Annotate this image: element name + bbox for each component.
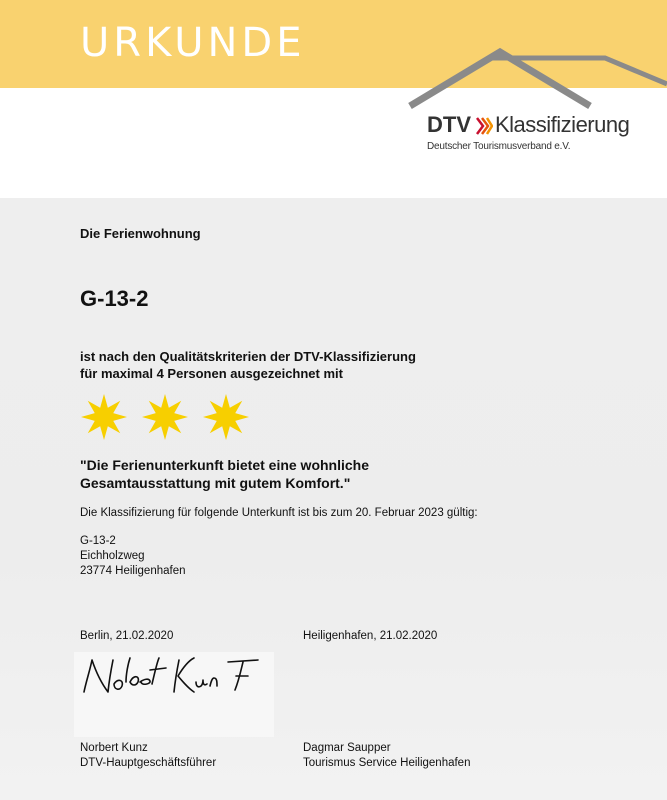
signatory-role: Tourismus Service Heiligenhafen <box>303 757 471 769</box>
unit-name: G-13-2 <box>80 286 149 311</box>
logo-brand: DTV <box>427 112 471 137</box>
signatory-role: DTV-Hauptgeschäftsführer <box>80 757 217 769</box>
chevron-arrows-icon <box>475 116 493 136</box>
dtv-logo <box>405 44 667 164</box>
place-date-left: Berlin, 21.02.2020 <box>80 630 174 642</box>
signatory-right <box>303 741 470 771</box>
validity-text: Die Klassifizierung für folgende Unterkunft ist bis zum 20. Februar 2023 gültig: <box>80 507 478 519</box>
criteria-text <box>80 348 416 382</box>
criteria-line: ist nach den Qualitätskriterien der DTV-Klassifizierung <box>80 349 416 364</box>
star-icon <box>202 393 250 441</box>
quote-line: "Die Ferienunterkunft bietet eine wohnliche <box>80 457 370 473</box>
signatory-name: Norbert Kunz <box>80 742 148 754</box>
logo-subline: Deutscher Tourismusverband e.V. <box>427 141 571 152</box>
address-line: Eichholzweg <box>80 550 145 562</box>
rating-description <box>80 456 369 492</box>
star-rating <box>80 393 250 441</box>
accommodation-type-label: Die Ferienwohnung <box>80 226 201 241</box>
certificate-title: URKUNDE <box>80 20 306 66</box>
signatory-name: Dagmar Saupper <box>303 742 391 754</box>
house-roof-icon <box>405 44 667 114</box>
handwritten-signature <box>78 652 278 702</box>
criteria-line: für maximal 4 Personen ausgezeichnet mit <box>80 366 343 381</box>
star-icon <box>141 393 189 441</box>
address-block <box>80 534 186 579</box>
star-icon <box>80 393 128 441</box>
address-line: G-13-2 <box>80 535 116 547</box>
address-line: 23774 Heiligenhafen <box>80 565 186 577</box>
quote-line: Gesamtausstattung mit gutem Komfort." <box>80 475 351 491</box>
place-date-right: Heiligenhafen, 21.02.2020 <box>303 630 438 642</box>
logo-name: Klassifizierung <box>495 112 630 137</box>
signatory-left <box>80 741 216 771</box>
